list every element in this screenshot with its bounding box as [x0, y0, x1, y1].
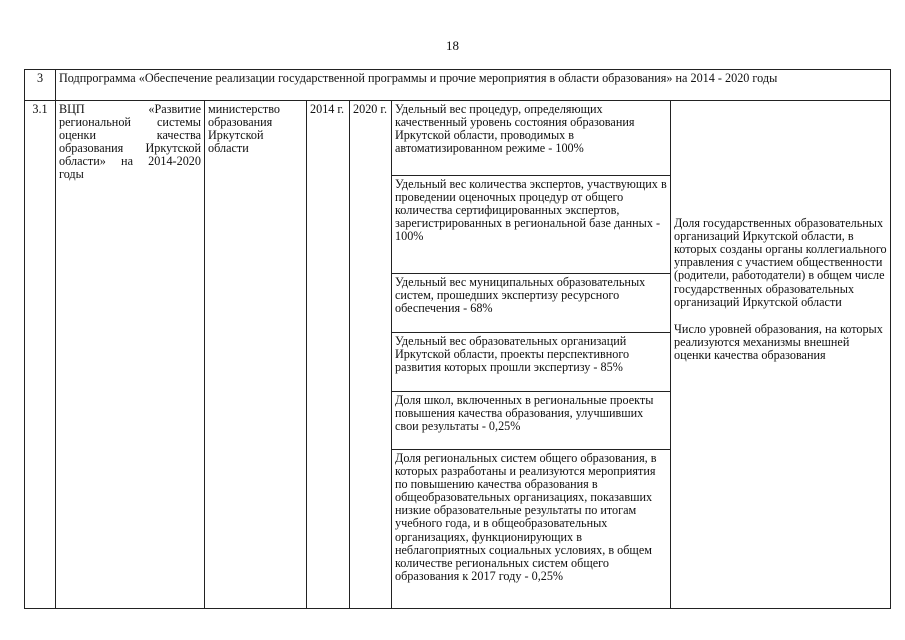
page-number: 18 — [446, 38, 459, 53]
program-indicators-cell — [671, 101, 891, 609]
indicator-cell: Доля региональных систем общего образования, в которых разработаны и реализуются мероприятия по повышению качества образования в общеобразовательных организациях, показавших низкие образовательные результаты по итогам учебного года, и в общеобразовательных организациях, функционирующих в неблагоприятных социальных условиях, в общем количестве региональных систем общего образования к 2017 году - 0,25% — [392, 450, 671, 609]
indicator-cell: Удельный вес образовательных организаций Иркутской области, проекты перспективного развития которых прошли экспертизу - 85% — [392, 333, 671, 392]
measure-name: ВЦП «Развитие региональной системы оценки качества образования Иркутской области» на 2014-2020 годы — [56, 101, 205, 609]
subprogram-title: Подпрограмма «Обеспечение реализации государственной программы и прочие мероприятия в области образования» на 2014 - 2020 годы — [56, 70, 891, 101]
subprogram-number: 3 — [25, 70, 56, 101]
subprogram-row — [25, 70, 891, 101]
measure-end-year: 2020 г. — [350, 101, 392, 609]
indicator-cell: Удельный вес муниципальных образовательных систем, прошедших экспертизу ресурсного обеспечения - 68% — [392, 274, 671, 333]
measure-row — [25, 101, 891, 176]
program-indicator-text: Число уровней образования, на которых реализуются механизмы внешней оценки качества образования — [674, 321, 883, 362]
indicator-cell: Удельный вес количества экспертов, участвующих в проведении оценочных процедур от общего количества сертифицированных экспертов, зарегистрированных в региональной базе данных - 100% — [392, 176, 671, 274]
program-indicator-text: Доля государственных образовательных организаций Иркутской области, в которых созданы органы коллегиального управления с участием общественности (родители, работодатели) в общем числе государственных образовательных организаций Иркутской области — [674, 216, 887, 309]
measure-start-year: 2014 г. — [307, 101, 350, 609]
indicator-cell: Доля школ, включенных в региональные проекты повышения качества образования, улучшивших свои результаты - 0,25% — [392, 392, 671, 450]
indicator-cell: Удельный вес процедур, определяющих качественный уровень состояния образования Иркутской области, проводимых в автоматизированном режиме - 100% — [392, 101, 671, 176]
measure-executor: министерство образования Иркутской области — [205, 101, 307, 609]
program-table — [24, 69, 891, 609]
measure-number: 3.1 — [25, 101, 56, 609]
